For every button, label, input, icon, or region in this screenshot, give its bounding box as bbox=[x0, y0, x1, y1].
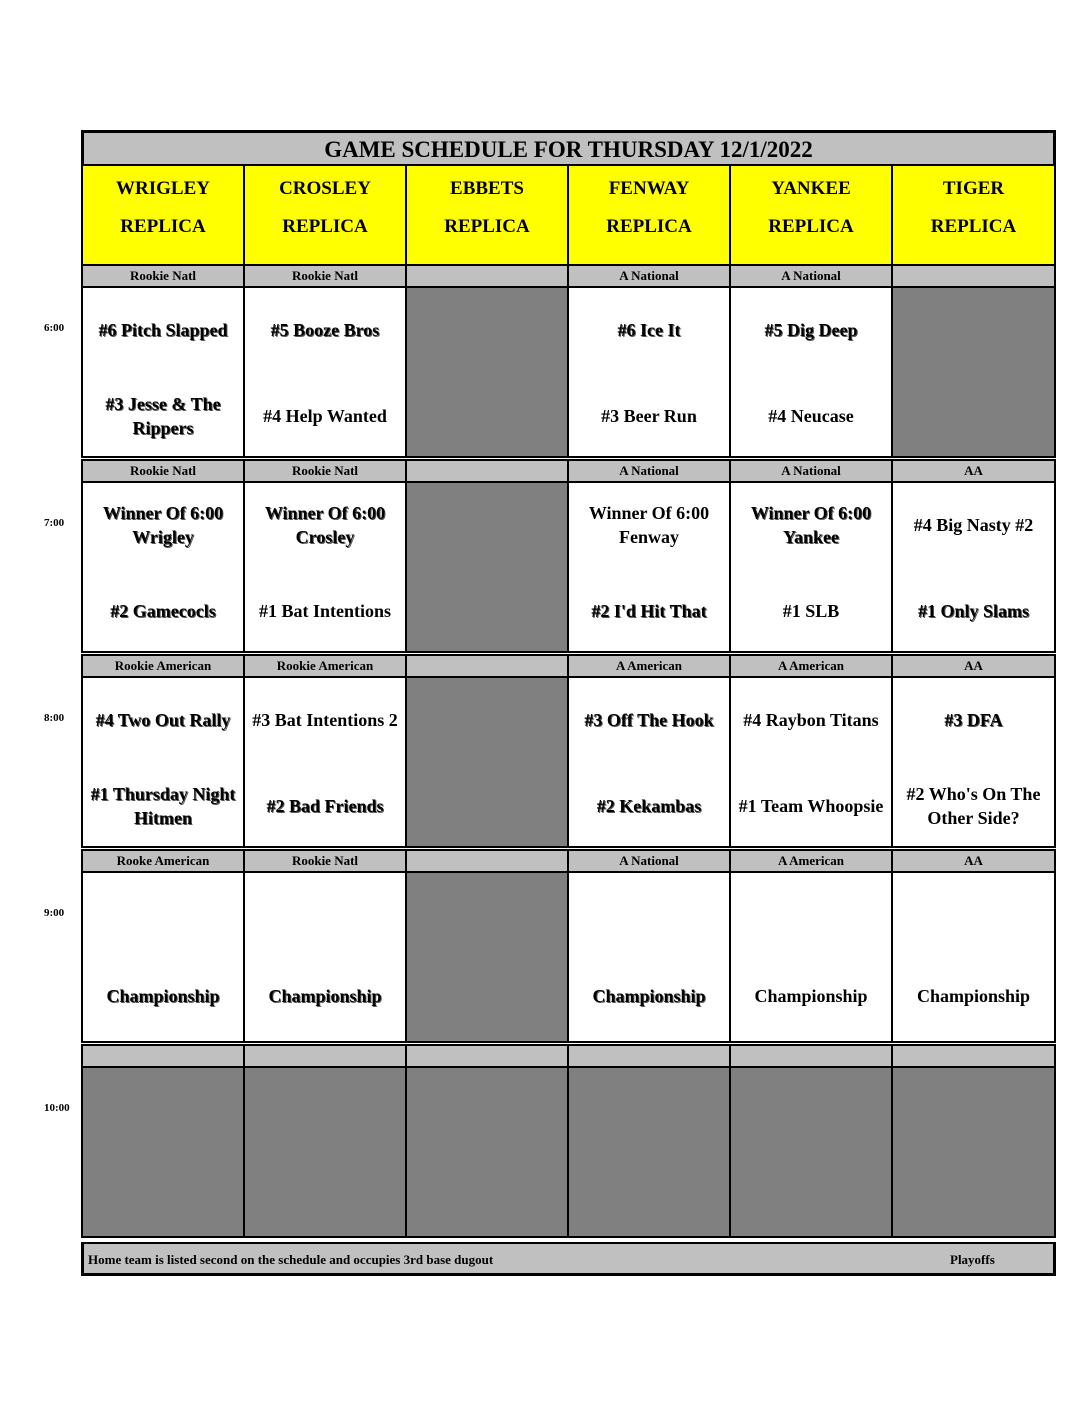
away-team: #6 Pitch Slapped bbox=[98, 320, 228, 340]
unused-slot bbox=[405, 676, 569, 848]
division-label: AA bbox=[891, 849, 1056, 873]
championship-game: Championship bbox=[592, 986, 706, 1006]
home-team: #2 Who's On The Other Side? bbox=[906, 784, 1041, 828]
division-label: Rookie American bbox=[243, 654, 407, 678]
home-team: #2 Gamecocls bbox=[110, 601, 216, 621]
championship-game: Championship bbox=[268, 986, 382, 1006]
home-team: #1 Bat Intentions bbox=[258, 601, 392, 621]
championship-game: Championship bbox=[106, 986, 220, 1006]
schedule-table bbox=[81, 130, 1056, 1276]
game-cell bbox=[567, 286, 731, 458]
home-team: #1 Team Whoopsie bbox=[738, 796, 884, 816]
field-subtitle: REPLICA bbox=[606, 216, 692, 237]
field-subtitle: REPLICA bbox=[120, 216, 206, 237]
division-label: Rookie American bbox=[81, 654, 245, 678]
division-label: AA bbox=[891, 459, 1056, 483]
time-label: 6:00 bbox=[44, 322, 65, 334]
unused-slot bbox=[243, 1066, 407, 1238]
footer-bar bbox=[81, 1242, 1056, 1276]
game-cell bbox=[243, 871, 407, 1043]
field-subtitle: REPLICA bbox=[930, 216, 1017, 237]
unused-slot bbox=[729, 1066, 893, 1238]
away-team: Winner Of 6:00 Wrigley bbox=[102, 503, 224, 547]
page-title: GAME SCHEDULE FOR THURSDAY 12/1/2022 bbox=[81, 130, 1056, 166]
field-header-crosley bbox=[243, 164, 407, 266]
unused-slot bbox=[891, 1066, 1056, 1238]
game-cell bbox=[81, 481, 245, 653]
championship-game: Championship bbox=[916, 986, 1031, 1006]
division-label bbox=[891, 264, 1056, 288]
division-label bbox=[405, 264, 569, 288]
away-team: #5 Booze Bros bbox=[270, 320, 380, 340]
unused-slot bbox=[405, 1066, 569, 1238]
game-cell bbox=[567, 871, 731, 1043]
home-team: #2 Kekambas bbox=[596, 796, 702, 816]
field-name: FENWAY bbox=[608, 178, 690, 199]
division-label: A American bbox=[729, 849, 893, 873]
field-name: TIGER bbox=[942, 178, 1005, 199]
game-cell bbox=[891, 676, 1056, 848]
division-label: A National bbox=[567, 459, 731, 483]
division-label bbox=[405, 459, 569, 483]
division-label bbox=[405, 654, 569, 678]
away-team: #3 Bat Intentions 2 bbox=[252, 710, 398, 730]
division-label: Rookie Natl bbox=[81, 459, 245, 483]
game-cell bbox=[81, 286, 245, 458]
field-header-ebbets bbox=[405, 164, 569, 266]
field-subtitle: REPLICA bbox=[444, 216, 530, 237]
home-team-note: Home team is listed second on the schedule and occupies 3rd base dugout bbox=[88, 1252, 494, 1267]
division-label: Rookie Natl bbox=[243, 264, 407, 288]
away-team: Winner Of 6:00 Crosley bbox=[264, 503, 386, 547]
home-team: #2 Bad Friends bbox=[266, 796, 384, 816]
field-header-wrigley bbox=[81, 164, 245, 266]
field-subtitle: REPLICA bbox=[282, 216, 368, 237]
home-team: #4 Help Wanted bbox=[263, 406, 387, 426]
home-team: #4 Neucase bbox=[768, 406, 854, 426]
division-label: Rookie Natl bbox=[243, 849, 407, 873]
division-label: A National bbox=[567, 264, 731, 288]
field-name: EBBETS bbox=[450, 178, 524, 199]
playoffs-label: Playoffs bbox=[950, 1252, 995, 1267]
unused-slot bbox=[567, 1066, 731, 1238]
unused-slot bbox=[405, 286, 569, 458]
division-label bbox=[81, 1044, 245, 1068]
division-label: A National bbox=[729, 264, 893, 288]
unused-slot bbox=[81, 1066, 245, 1238]
home-team: #3 Beer Run bbox=[601, 406, 697, 426]
field-name: YANKEE bbox=[771, 178, 851, 199]
away-team: Winner Of 6:00 Fenway bbox=[588, 503, 710, 547]
time-label: 7:00 bbox=[44, 517, 65, 529]
time-label: 8:00 bbox=[44, 712, 65, 724]
away-team: #3 DFA bbox=[944, 710, 1003, 730]
time-label: 9:00 bbox=[44, 907, 65, 919]
field-subtitle: REPLICA bbox=[768, 216, 854, 237]
home-team: #3 Jesse & The Rippers bbox=[105, 394, 221, 438]
unused-slot bbox=[405, 481, 569, 653]
game-cell bbox=[891, 481, 1056, 653]
away-team: #6 Ice It bbox=[617, 320, 681, 340]
away-team: #4 Raybon Titans bbox=[743, 710, 879, 730]
game-cell bbox=[729, 676, 893, 848]
game-cell bbox=[567, 676, 731, 848]
field-name: WRIGLEY bbox=[116, 178, 210, 199]
away-team: Winner Of 6:00 Yankee bbox=[750, 503, 872, 547]
division-label: Rooke American bbox=[81, 849, 245, 873]
home-team: #1 Thursday Night Hitmen bbox=[90, 784, 236, 828]
game-cell bbox=[729, 286, 893, 458]
division-label: A American bbox=[729, 654, 893, 678]
division-label bbox=[729, 1044, 893, 1068]
away-team: #4 Big Nasty #2 bbox=[913, 515, 1034, 535]
away-team: #4 Two Out Rally bbox=[95, 710, 231, 730]
game-cell bbox=[243, 481, 407, 653]
game-cell bbox=[729, 481, 893, 653]
division-label: A National bbox=[729, 459, 893, 483]
division-label: AA bbox=[891, 654, 1056, 678]
division-label: Rookie Natl bbox=[81, 264, 245, 288]
game-cell bbox=[729, 871, 893, 1043]
division-label bbox=[567, 1044, 731, 1068]
division-label bbox=[243, 1044, 407, 1068]
home-team: #1 Only Slams bbox=[917, 601, 1030, 621]
division-label bbox=[891, 1044, 1056, 1068]
field-name: CROSLEY bbox=[279, 178, 371, 199]
game-cell bbox=[243, 286, 407, 458]
unused-slot bbox=[891, 286, 1056, 458]
home-team: #2 I'd Hit That bbox=[591, 601, 707, 621]
field-header-fenway bbox=[567, 164, 731, 266]
division-label: Rookie Natl bbox=[243, 459, 407, 483]
game-cell bbox=[891, 871, 1056, 1043]
division-label bbox=[405, 849, 569, 873]
game-cell bbox=[81, 871, 245, 1043]
division-label: A National bbox=[567, 849, 731, 873]
division-label bbox=[405, 1044, 569, 1068]
game-cell bbox=[567, 481, 731, 653]
championship-game: Championship bbox=[754, 986, 868, 1006]
field-header-yankee bbox=[729, 164, 893, 266]
time-label: 10:00 bbox=[44, 1102, 70, 1114]
division-label: A American bbox=[567, 654, 731, 678]
game-cell bbox=[243, 676, 407, 848]
away-team: #3 Off The Hook bbox=[584, 710, 714, 730]
game-cell bbox=[81, 676, 245, 848]
unused-slot bbox=[405, 871, 569, 1043]
field-header-tiger bbox=[891, 164, 1056, 266]
away-team: #5 Dig Deep bbox=[764, 320, 858, 340]
home-team: #1 SLB bbox=[782, 601, 840, 621]
